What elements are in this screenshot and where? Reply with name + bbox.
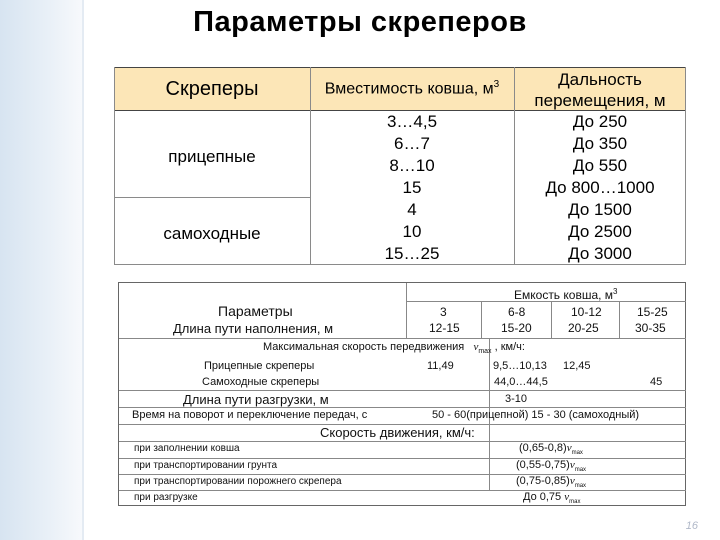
self-value: 44,0…44,5 <box>494 376 548 388</box>
mode-label: при транспортировании порожнего скрепера <box>134 476 342 487</box>
capacity-header: Емкость ковша, $м^3$ <box>514 287 618 302</box>
mode-value: До 0,75 $v_{max}$ <box>523 491 581 506</box>
params-label: Параметры <box>218 303 293 319</box>
distance-cell: До 1500 <box>568 200 632 219</box>
unload-value: 3-10 <box>505 393 528 405</box>
trailed-label: Прицепные скреперы <box>204 360 315 372</box>
capacity-cell: 15…25 <box>384 244 440 263</box>
capacity-cell: 6…7 <box>394 134 430 153</box>
fill-length-value: 30-35 <box>635 321 666 335</box>
trailed-value: 12,45 <box>563 360 591 372</box>
trailed-value: 9,5…10,13 <box>493 360 547 372</box>
capacity-value: 10-12 <box>571 305 602 319</box>
capacity-cell: 3…4,5 <box>386 112 438 131</box>
capacity-cell: 10 <box>402 222 422 241</box>
mode-label: при разгрузке <box>134 492 198 503</box>
header-distance: Дальность перемещения, м <box>534 70 666 110</box>
self-label: Самоходные скреперы <box>202 376 320 388</box>
capacity-value: 15-25 <box>637 305 668 319</box>
trailed-value: 11,49 <box>427 360 454 372</box>
slide-sidebar-decoration <box>0 0 82 540</box>
distance-cell: До 350 <box>572 134 628 153</box>
mode-value: $(0,55-0,75)v_{max}$ <box>516 459 587 474</box>
fill-length-value: 12-15 <box>429 321 460 335</box>
self-value: 45 <box>650 376 663 388</box>
page-number: 16 <box>685 520 698 532</box>
scraper-table <box>114 67 686 265</box>
group-trailed: прицепные <box>168 147 256 166</box>
mode-label: при заполнении ковша <box>134 443 240 454</box>
capacity-cell: 4 <box>407 200 417 219</box>
turn-value: 50 - 60(прицепной) 15 - 30 (самоходный) <box>432 409 640 421</box>
distance-cell: До 3000 <box>568 244 632 263</box>
fill-length-label: Длина пути наполнения, м <box>173 321 334 336</box>
speed-label: Скорость движения, км/ч: <box>320 425 475 440</box>
parameters-table <box>118 282 686 506</box>
page-title: Параметры скреперов <box>193 6 527 38</box>
slide-sidebar-line <box>82 0 84 540</box>
unload-label: Длина пути разгрузки, м <box>183 392 329 407</box>
distance-cell: До 2500 <box>568 222 632 241</box>
fill-length-value: 15-20 <box>501 321 532 335</box>
capacity-cell: 15 <box>402 178 422 197</box>
mode-value: $(0,65-0,8)v_{max}$ <box>519 442 583 457</box>
header-capacity: Вместимость ковша, $м^3$ <box>324 79 500 98</box>
group-self-propelled: самоходные <box>163 224 261 243</box>
distance-cell: До 550 <box>572 156 628 175</box>
capacity-value: 6-8 <box>508 305 526 319</box>
mode-value: $(0,75-0,85)v_{max}$ <box>516 475 587 490</box>
header-scrapers: Скреперы <box>165 78 259 100</box>
capacity-cell: 8…10 <box>389 156 435 175</box>
capacity-value: 3 <box>440 305 447 319</box>
mode-label: при транспортировании грунта <box>134 460 278 471</box>
max-speed-label: Максимальная скорость передвижения $v_{max}$ , км/ч: <box>263 341 525 356</box>
distance-cell: До 800…1000 <box>545 178 655 197</box>
fill-length-value: 20-25 <box>568 321 599 335</box>
turn-label: Время на поворот и переключение передач, с <box>132 409 368 421</box>
distance-cell: До 250 <box>572 112 628 131</box>
